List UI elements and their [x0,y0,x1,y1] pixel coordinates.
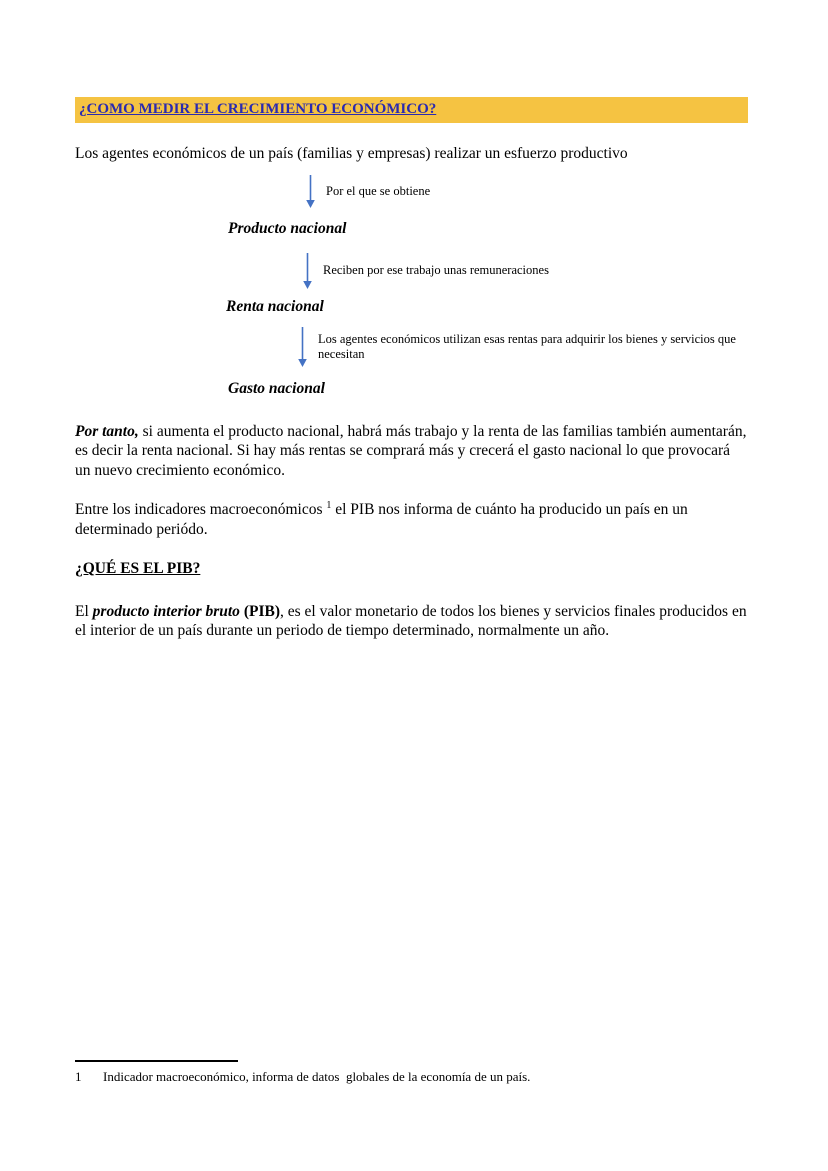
paragraph-por-tanto [75,422,748,481]
footnote-text: Indicador macroeconómico, informa de datos globales de la economía de un país. [103,1069,531,1084]
document-content [75,97,748,641]
down-arrow-icon [297,327,308,367]
highlighted-heading-bar [75,97,748,123]
diagram-node-renta-nacional: Renta nacional [226,297,324,315]
arrow-row [297,327,748,367]
diagram-step-gasto [75,327,748,399]
diagram-node-producto-nacional: Producto nacional [228,220,347,237]
arrow-row [302,253,748,289]
arrow-label: Reciben por ese trabajo unas remuneraciones [323,263,549,277]
footnote-reference: 1 [326,499,332,511]
arrow-label: Los agentes económicos utilizan esas rentas para adquirir los bienes y servicios que necesitan [318,332,736,361]
diagram-node-gasto-nacional: Gasto nacional [228,380,325,397]
pib-rest: , es el valor monetario de todos los bienes y servicios finales producidos en el interior de un país durante un periodo de tiempo determinado, normalmente un año. [75,602,747,639]
section-heading-pib: ¿QUÉ ES EL PIB? [75,560,201,577]
footnote [75,1060,748,1085]
indicadores-after: el PIB nos informa de cuánto ha producido un país en un determinado periódo. [75,501,688,538]
footnote-body [75,1069,748,1085]
paragraph-pib [75,602,748,641]
flow-diagram [75,175,748,399]
paragraph-indicadores [75,500,748,539]
footnote-separator-rule [75,1060,238,1062]
down-arrow-icon [305,175,316,208]
diagram-step-renta [75,253,748,317]
pib-term: producto interior bruto [92,602,240,620]
por-tanto-lead: Por tanto, [75,422,139,440]
footnote-number: 1 [75,1069,82,1084]
section-heading-crecimiento: ¿COMO MEDIR EL CRECIMIENTO ECONÓMICO? [79,101,437,117]
arrow-row [305,175,748,208]
diagram-step-producto [75,175,748,239]
intro-paragraph: Los agentes económicos de un país (familias y empresas) realizar un esfuerzo productivo [75,144,628,162]
arrow-label: Por el que se obtiene [326,184,431,198]
por-tanto-rest: si aumenta el producto nacional, habrá más trabajo y la renta de las familias también aumentarán, es decir la renta nacional. Si hay más rentas se comprará más y crecerá el gasto nacional lo que provocará un nuevo crecimiento económico. [75,422,747,479]
pib-start: El [75,602,93,620]
down-arrow-icon [302,253,313,289]
indicadores-before: Entre los indicadores macroeconómicos [75,501,327,518]
pib-abbr: (PIB) [239,602,280,620]
